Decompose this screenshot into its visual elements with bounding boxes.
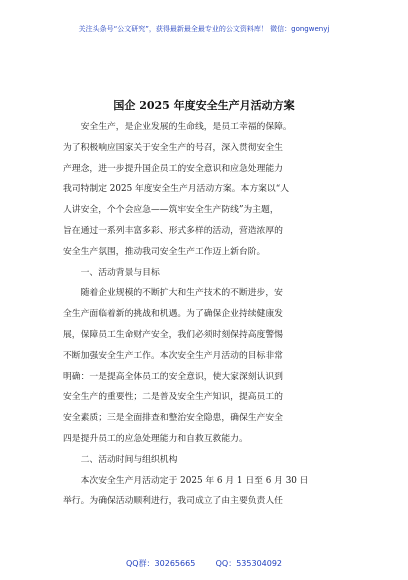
- body-line: 产理念，进一步提升国企员工的安全意识和应急处理能力: [63, 163, 283, 174]
- body-line: 全生产面临着新的挑战和机遇。为了确保企业持续健康发: [63, 309, 283, 320]
- section-heading: 二、活动时间与组织机构: [63, 454, 178, 465]
- body-line: 安全生产的重要性；二是普及安全生产知识，提高员工的: [63, 392, 283, 403]
- body-line: 举行。为确保活动顺利进行，我司成立了由主要负责人任: [63, 496, 283, 507]
- body-line: 随着企业规模的不断扩大和生产技术的不断进步，安: [63, 288, 283, 299]
- document-title: 国企 2025 年度安全生产月活动方案: [113, 99, 295, 112]
- contact-footer: QQ群：30265665 QQ：535304092: [125, 559, 283, 568]
- body-line: 为了积极响应国家关于安全生产的号召，深入贯彻安全生: [63, 142, 283, 153]
- promo-banner: 关注头条号“公文研究”，获得最新最全最专业的公文资料库！ 微信：gongwenyj: [78, 25, 330, 33]
- section-heading: 一、活动背景与目标: [63, 267, 160, 278]
- body-line: 旨在通过一系列丰富多彩、形式多样的活动，营造浓厚的: [63, 225, 283, 236]
- body-line: 安全生产氛围，推动我司安全生产工作迈上新台阶。: [63, 246, 266, 257]
- document-body: [63, 117, 355, 512]
- body-line: 安全素质；三是全面排查和整治安全隐患，确保生产安全: [63, 413, 283, 424]
- body-line: 我司特制定 2025 年度安全生产月活动方案。本方案以“人: [63, 184, 290, 195]
- body-line: 明确：一是提高全体员工的安全意识，使大家深刻认识到: [63, 371, 283, 382]
- body-line: 不断加强安全生产工作。本次安全生产月活动的目标非常: [63, 350, 283, 361]
- body-line: 展，保障员工生命财产安全，我们必须时刻保持高度警惕: [63, 329, 283, 340]
- body-line: 安全生产，是企业发展的生命线，是员工幸福的保障。: [63, 122, 292, 132]
- body-line: 人讲安全，个个会应急——筑牢安全生产防线”为主题，: [63, 205, 279, 216]
- body-line: 四是提升员工的应急处理能力和自救互救能力。: [63, 433, 248, 444]
- body-line: 本次安全生产月活动定于 2025 年 6 月 1 日至 6 月 30 日: [63, 475, 309, 486]
